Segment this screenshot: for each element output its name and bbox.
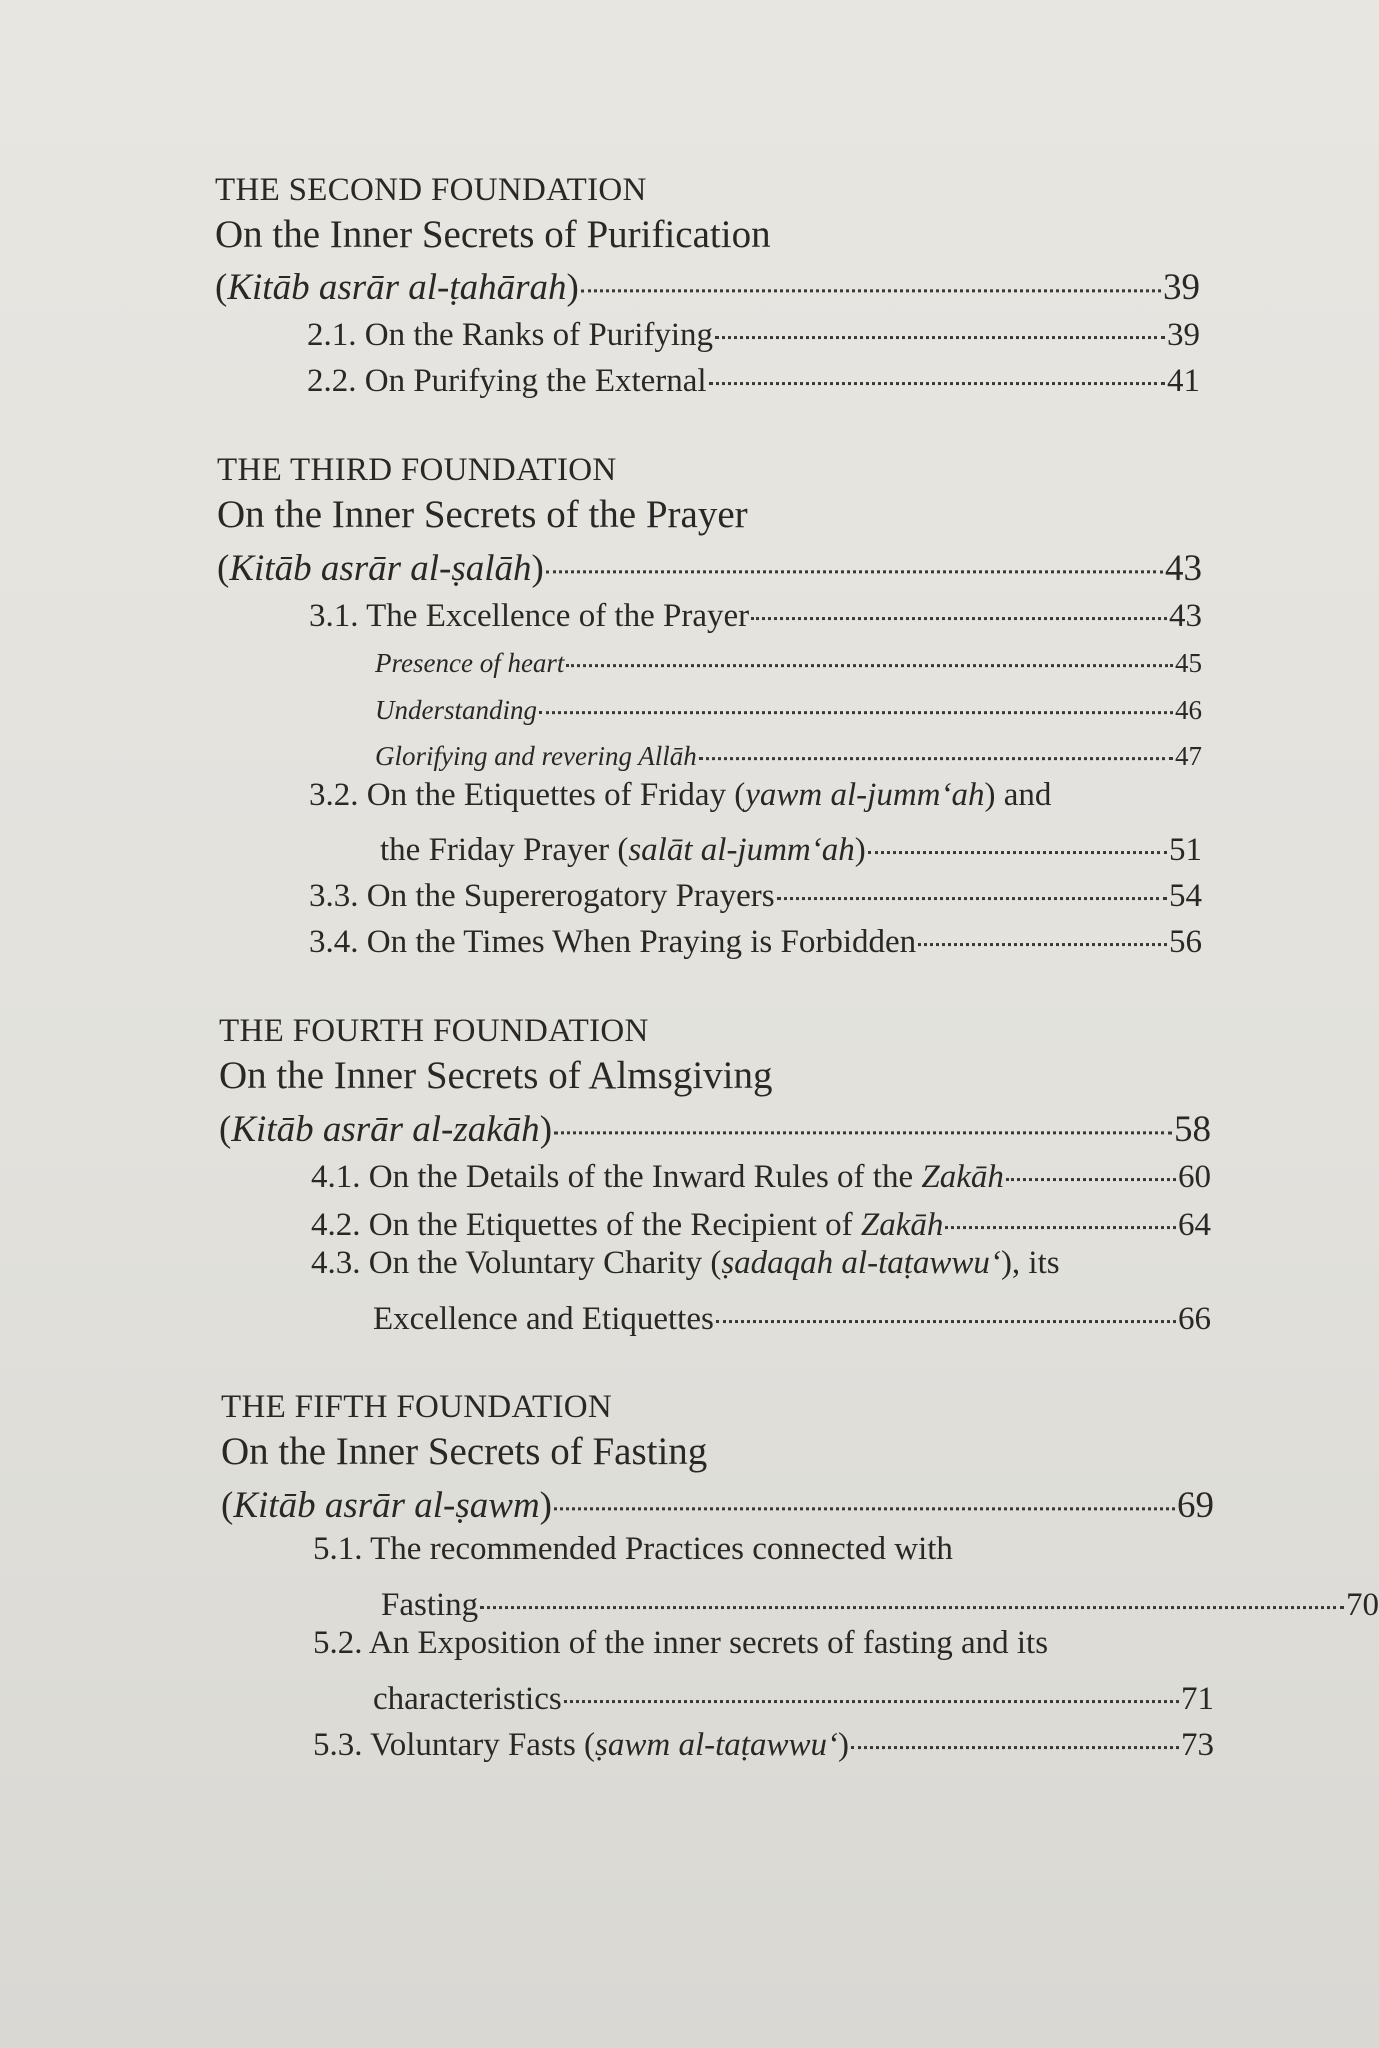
paren-open: ( xyxy=(217,548,230,589)
paren-close: ) xyxy=(539,1485,552,1526)
entry-text: Glorifying and revering Allāh xyxy=(375,741,697,771)
leader-dots xyxy=(546,533,1163,573)
book-title: Kitāb asrār al-zakāh xyxy=(231,1109,540,1150)
section-title: On the Inner Secrets of Purification xyxy=(215,213,771,256)
toc-entry[interactable] xyxy=(307,355,1200,400)
page-number: 39 xyxy=(1167,317,1200,353)
leader-dots xyxy=(554,1470,1175,1510)
paren-close: ) xyxy=(531,548,544,589)
page-number: 70 xyxy=(1346,1587,1379,1623)
entry-text: 3.1. The Excellence of the Prayer xyxy=(309,598,750,634)
leader-dots xyxy=(581,252,1161,292)
leader-dots xyxy=(1006,1145,1176,1181)
entry-text: ) xyxy=(838,1727,849,1763)
toc-entry-line2[interactable] xyxy=(380,824,1202,869)
leader-dots xyxy=(716,1287,1176,1323)
toc-entry[interactable] xyxy=(311,1151,1211,1196)
page-number: 47 xyxy=(1175,741,1202,771)
entry-term: salāt al-jumm‘ah xyxy=(628,832,855,868)
leader-dots xyxy=(851,1713,1179,1749)
page-number: 51 xyxy=(1169,832,1202,868)
leader-dots xyxy=(709,349,1165,385)
paren-open: ( xyxy=(219,1109,232,1150)
book-title: Kitāb asrār al-ṣawm xyxy=(233,1485,540,1526)
entry-text: 5.1. The recommended Practices connected with xyxy=(313,1531,953,1567)
entry-text: characteristics xyxy=(373,1681,562,1717)
entry-term: Zakāh xyxy=(921,1159,1004,1195)
page-number: 41 xyxy=(1167,363,1200,399)
page-number: 64 xyxy=(1178,1207,1211,1243)
toc-entry-line1[interactable] xyxy=(311,1245,1060,1282)
toc-entry-line1[interactable] xyxy=(313,1531,953,1568)
page-number: 54 xyxy=(1169,878,1202,914)
toc-entry[interactable] xyxy=(309,870,1202,915)
paren-open: ( xyxy=(215,267,228,308)
entry-text: 4.2. On the Etiquettes of the Recipient of xyxy=(311,1207,861,1243)
toc-entry[interactable] xyxy=(313,1719,1214,1764)
toc-entry[interactable] xyxy=(309,590,1202,635)
toc-subentry[interactable] xyxy=(375,689,1202,726)
book-entry[interactable] xyxy=(217,540,1202,590)
toc-entry[interactable] xyxy=(307,309,1200,354)
entry-text: the Friday Prayer ( xyxy=(380,832,629,868)
toc-entry[interactable] xyxy=(309,916,1202,961)
page-number: 43 xyxy=(1169,598,1202,634)
entry-text: ) xyxy=(854,832,866,868)
entry-text: 5.3. Voluntary Fasts ( xyxy=(313,1727,596,1763)
section-title: On the Inner Secrets of Fasting xyxy=(221,1430,708,1473)
leader-dots xyxy=(699,730,1173,760)
book-entry[interactable] xyxy=(219,1101,1211,1151)
section-title: On the Inner Secrets of the Prayer xyxy=(217,493,748,536)
entry-text: ) and xyxy=(984,777,1052,813)
page-number: 71 xyxy=(1181,1681,1214,1717)
page-number: 66 xyxy=(1178,1301,1211,1337)
section-label: THE THIRD FOUNDATION xyxy=(217,452,617,488)
toc-entry-line2[interactable] xyxy=(373,1673,1214,1718)
leader-dots xyxy=(751,584,1167,620)
entry-term: ṣadaqah al-taṭawwu‘ xyxy=(721,1245,1001,1281)
page-number: 58 xyxy=(1174,1109,1211,1150)
leader-dots xyxy=(868,818,1167,854)
entry-text: Excellence and Etiquettes xyxy=(373,1301,714,1337)
book-title: Kitāb asrār al-ṭahārah xyxy=(227,267,567,308)
paren-close: ) xyxy=(539,1109,553,1150)
book-entry[interactable] xyxy=(221,1477,1214,1527)
section-title: On the Inner Secrets of Almsgiving xyxy=(219,1054,773,1097)
entry-text: 3.3. On the Supererogatory Prayers xyxy=(309,878,775,914)
page-number: 39 xyxy=(1163,267,1200,308)
leader-dots xyxy=(945,1193,1176,1229)
entry-text: 2.2. On Purifying the External xyxy=(307,363,707,399)
page-number: 73 xyxy=(1181,1727,1214,1763)
entry-text: ), its xyxy=(1000,1245,1060,1281)
leader-dots xyxy=(918,910,1167,946)
entry-term: Zakāh xyxy=(860,1207,944,1243)
toc-entry-line2[interactable] xyxy=(381,1579,1379,1624)
paren-open: ( xyxy=(221,1485,234,1526)
leader-dots xyxy=(480,1573,1344,1609)
page-number: 45 xyxy=(1175,648,1202,678)
entry-term: yawm al-jumm‘ah xyxy=(745,777,985,813)
entry-text: Understanding xyxy=(375,695,537,725)
leader-dots xyxy=(566,637,1173,667)
entry-text: 5.2. An Exposition of the inner secrets of fasting and its xyxy=(313,1625,1049,1661)
leader-dots xyxy=(554,1094,1172,1134)
entry-text: 4.1. On the Details of the Inward Rules of the xyxy=(311,1159,922,1195)
entry-text: Fasting xyxy=(381,1587,479,1623)
toc-entry-line2[interactable] xyxy=(373,1293,1211,1338)
leader-dots xyxy=(564,1667,1179,1703)
paren-close: ) xyxy=(566,267,579,308)
page-number: 46 xyxy=(1175,695,1202,725)
page-number: 69 xyxy=(1177,1485,1214,1526)
section-label: THE FOURTH FOUNDATION xyxy=(219,1013,649,1049)
book-entry[interactable] xyxy=(215,259,1200,309)
entry-text: 3.2. On the Etiquettes of Friday ( xyxy=(309,777,746,813)
book-title: Kitāb asrār al-ṣalāh xyxy=(229,548,532,589)
entry-text: 2.1. On the Ranks of Purifying xyxy=(307,317,714,353)
leader-dots xyxy=(777,864,1167,900)
entry-term: ṣawm al-taṭawwu‘ xyxy=(595,1727,838,1763)
page-number: 43 xyxy=(1165,548,1202,589)
toc-entry[interactable] xyxy=(311,1199,1211,1244)
leader-dots xyxy=(715,303,1165,339)
toc-subentry[interactable] xyxy=(375,735,1202,772)
page-number: 56 xyxy=(1169,924,1202,960)
toc-subentry[interactable] xyxy=(375,642,1202,679)
toc-entry-line1[interactable] xyxy=(313,1625,1048,1662)
entry-text: 3.4. On the Times When Praying is Forbidden xyxy=(309,924,917,960)
entry-text: Presence of heart xyxy=(375,648,565,678)
section-label: THE SECOND FOUNDATION xyxy=(215,172,647,208)
leader-dots xyxy=(539,684,1173,714)
page-number: 60 xyxy=(1178,1159,1211,1195)
entry-text: 4.3. On the Voluntary Charity ( xyxy=(311,1245,722,1281)
section-label: THE FIFTH FOUNDATION xyxy=(221,1389,612,1425)
toc-entry-line1[interactable] xyxy=(309,777,1051,814)
